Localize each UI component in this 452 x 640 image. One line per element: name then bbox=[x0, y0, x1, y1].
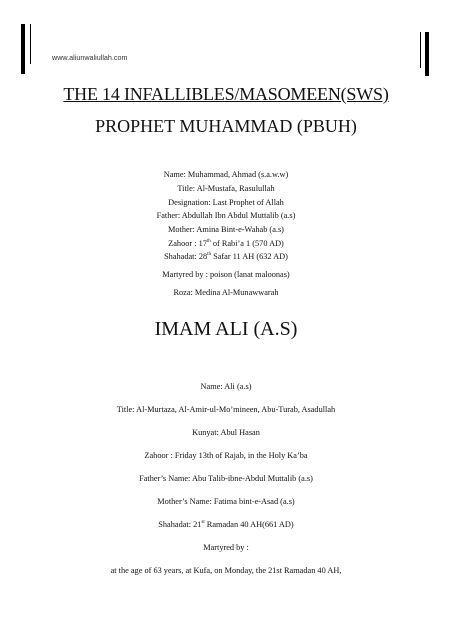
right-margin-bar bbox=[425, 32, 429, 76]
left-margin-line bbox=[30, 24, 31, 64]
imam-kunyat: Kunyat: Abul Hasan bbox=[192, 428, 260, 437]
prophet-roza: Roza: Medina Al-Munawwarah bbox=[173, 288, 279, 297]
right-margin-line bbox=[420, 32, 421, 68]
imam-shahadat: Shahadat: 21st Ramadan 40 AH(661 AD) bbox=[158, 520, 294, 529]
imam-father: Father’s Name: Abu Talib-ibne-Abdul Muttalib (a.s) bbox=[139, 474, 313, 483]
prophet-mother: Mother: Amina Bint-e-Wahab (a.s) bbox=[168, 225, 284, 234]
imam-martyred: Martyred by : bbox=[203, 543, 249, 552]
section-heading-imam-ali: IMAM ALI (A.S) bbox=[154, 318, 298, 340]
prophet-title: Title: Al-Mustafa, Rasulullah bbox=[177, 184, 275, 193]
left-margin-bar bbox=[21, 24, 25, 74]
header-url[interactable]: www.aliunwaliullah.com bbox=[52, 53, 128, 62]
imam-mother: Mother’s Name: Fatima bint-e-Asad (a.s) bbox=[157, 497, 295, 506]
document-title: THE 14 INFALLIBLES/MASOMEEN(SWS) bbox=[63, 84, 389, 104]
prophet-designation: Designation: Last Prophet of Allah bbox=[168, 198, 284, 207]
imam-name: Name: Ali (a.s) bbox=[200, 382, 252, 391]
imam-detail: at the age of 63 years, at Kufa, on Monday, the 21st Ramadan 40 AH, bbox=[110, 566, 342, 575]
prophet-father: Father: Abdullah Ibn Abdul Muttalib (a.s) bbox=[156, 211, 296, 220]
section-heading-prophet: PROPHET MUHAMMAD (PBUH) bbox=[95, 116, 357, 136]
imam-zahoor: Zahoor : Friday 13th of Rajab, in the Holy Ka’ba bbox=[144, 451, 308, 460]
prophet-martyred: Martyred by : poison (lanat maloonas) bbox=[162, 270, 290, 279]
prophet-zahoor: Zahoor : 17th of Rabi’a 1 (570 AD) bbox=[168, 239, 284, 248]
imam-title: Title: Al-Murtaza, Al-Amir-ul-Mo’mineen, Abu-Turab, Asadullah bbox=[116, 405, 336, 414]
prophet-name: Name: Muhammad, Ahmad (s.a.w.w) bbox=[163, 170, 289, 179]
prophet-shahadat: Shahadat: 28th Safar 11 AH (632 AD) bbox=[164, 252, 288, 261]
